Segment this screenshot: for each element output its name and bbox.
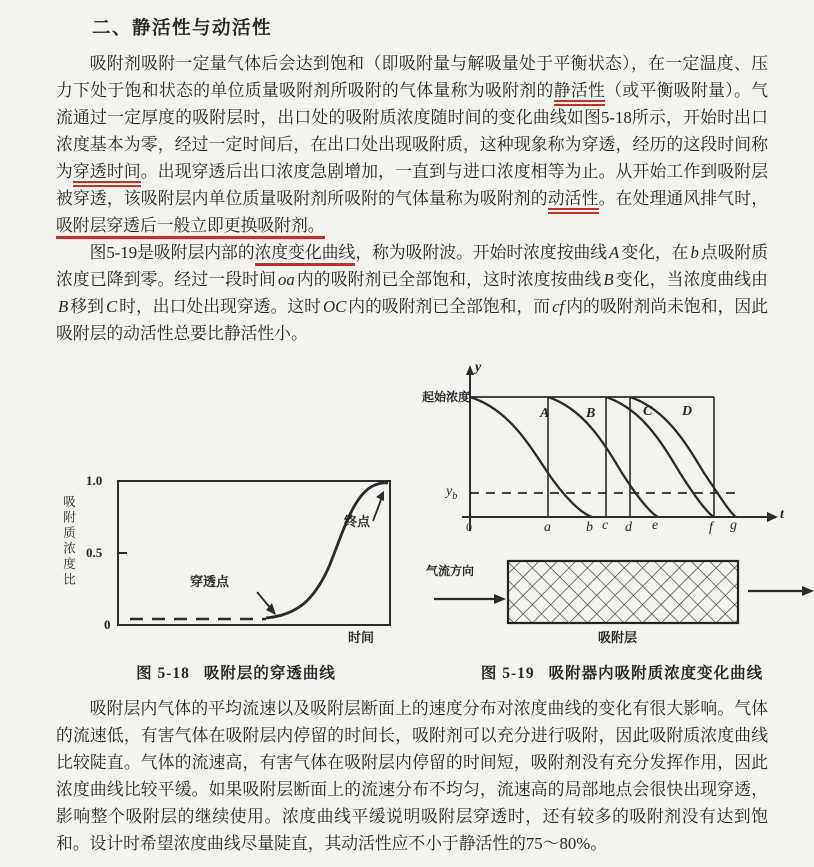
text-segment: 吸附层内气体的平均流速以及吸附层断面上的速度分布对浓度曲线的变化有很大影响。气体的流速低，有害气体在吸附层内停留的时间长，吸附剂可以充分进行吸附，因此吸附质浓度曲线比较陡直。气体的流速高，有害气体在吸附层内停留的时间短，吸附剂没有充分发挥作用，因此浓度曲线比较平缓。如果吸附层断面上的流速分布不均匀，流速高的局部地点会很快出现穿透，影响整个吸附层的继续使用。浓度曲线平缓说明吸附层穿透时，还有较多的吸附剂没有达到饱和。设计时希望浓度曲线尽量陡直，其动活性应不小于静活性的75～80%。 [56, 699, 768, 853]
text-segment: 图5-19是吸附层内部的 [89, 243, 255, 262]
ytick-0.5: 0.5 [86, 545, 103, 560]
xtick-0: 0 [466, 520, 472, 534]
yb-sub: b [452, 490, 458, 502]
text-segment: b [690, 243, 699, 262]
text-segment: ，称为吸附波。开始时浓度按曲线 [355, 243, 608, 262]
flow-direction-label: 气流方向 [426, 564, 475, 578]
text-segment: 吸附层穿透后一般立即更换吸附剂。 [56, 216, 325, 239]
breakthrough-curve [266, 483, 388, 618]
xtick-f: f [709, 520, 713, 535]
figure-number: 图 5-18 [136, 665, 190, 682]
xtick-e: e [652, 518, 659, 533]
adsorber-schematic [422, 549, 814, 655]
endpoint-label: 终点 [344, 514, 371, 529]
text-segment: 浓度变化曲线 [255, 243, 356, 266]
plot-frame [118, 481, 390, 625]
flow-in-arrowhead-icon [494, 594, 506, 604]
xtick-d: d [625, 520, 632, 535]
breakthrough-concentration-label [446, 485, 457, 502]
adsorption-wave-plot [422, 361, 814, 539]
y-axis-arrow-icon [466, 365, 474, 375]
text-segment: B [603, 270, 614, 289]
text-segment: oa [277, 270, 295, 289]
figure-5-19 [422, 361, 814, 683]
xtick-a: a [544, 520, 551, 535]
text-segment: 。在处理通风排气时， [598, 189, 768, 208]
figure-5-18-caption [136, 661, 336, 683]
figure-title: 吸附层的穿透曲线 [203, 665, 336, 682]
figures-row [60, 360, 784, 683]
figure-number: 图 5-19 [480, 665, 535, 682]
adsorption-bed-rect [508, 561, 738, 623]
text-segment: C [105, 297, 118, 316]
breakthrough-curve-canvas [60, 469, 412, 655]
x-axis-arrow-icon [767, 512, 778, 522]
text-segment: cf [552, 297, 565, 316]
curve-label-C: C [643, 404, 653, 419]
text-segment: A [609, 243, 620, 262]
breakthrough-point-label: 穿透点 [190, 574, 230, 589]
y-axis-label: y [475, 360, 482, 375]
initial-concentration-label: 起始浓度 [422, 390, 471, 404]
text-segment: 穿透时间 [73, 162, 141, 187]
breakthrough-curve-plot [60, 469, 412, 655]
text-segment: 内的吸附剂已全部饱和，这时浓度按曲线 [296, 270, 602, 289]
x-axis-label: t [780, 507, 784, 522]
paragraph-static-activity [56, 50, 768, 239]
xtick-c: c [602, 518, 609, 533]
text-segment: 内的吸附剂已全部饱和，而 [348, 297, 551, 316]
text-segment: 静活性 [554, 81, 605, 106]
x-axis-label: 时间 [348, 630, 375, 645]
yb-main: y [446, 484, 453, 499]
text-segment: 动活性 [548, 189, 599, 214]
text-segment: 吸附剂吸附一定量气体后会达到饱和（即吸附量与解吸量处于平衡状态），在一定温度、压力下处于饱和状态的单位质量吸附剂所吸附的气体量称为吸附剂的 [56, 54, 768, 100]
curve-label-A: A [540, 406, 550, 421]
figure-title: 吸附器内吸附质浓度变化曲线 [548, 665, 764, 682]
figure-5-18 [60, 469, 412, 683]
paragraph-concentration-wave [56, 239, 768, 347]
text-segment: 时，出口处出现穿透。这时 [119, 297, 321, 316]
curve-label-D: D [682, 404, 693, 419]
paragraph-flow-velocity [56, 695, 768, 857]
adsorption-wave-canvas [422, 361, 814, 539]
ytick-0: 0 [104, 617, 111, 632]
curve-label-B: B [586, 406, 596, 421]
text-segment: 。出现穿透后出口浓度急剧增加，一直到与进口浓度相等为止。从开始工作到吸附层被穿透，该吸附层内单位质量吸附剂所吸附的气体量称为吸附剂的 [56, 162, 768, 208]
flow-out-arrowhead-icon [802, 586, 814, 596]
text-segment: 内的吸附剂尚未饱和，因此吸附层的动活性总要比静活性小。 [56, 297, 768, 343]
text-segment: 变化，在 [621, 243, 689, 262]
section-heading: 二、静活性与动活性 [92, 19, 273, 39]
text-segment: B [58, 297, 69, 316]
figure-5-19-caption [481, 661, 763, 683]
ytick-1.0: 1.0 [86, 473, 103, 488]
xtick-g: g [730, 518, 737, 533]
y-axis-label: 吸附质浓度比 [61, 495, 76, 588]
xtick-b: b [586, 520, 593, 535]
curve-A [470, 397, 592, 517]
text-segment: 移到 [70, 297, 104, 316]
text-segment: 变化，当浓度曲线由 [615, 270, 768, 289]
adsorption-bed-label: 吸附层 [598, 630, 638, 645]
endpoint-arrow-line [373, 497, 382, 521]
endpoint-arrowhead-icon [376, 491, 384, 501]
curve-B [548, 397, 658, 517]
text-segment: OC [322, 297, 347, 316]
text-segment: 点吸附质浓度已降到零。经过一段时间 [56, 243, 768, 289]
text-segment: （或平衡吸附量）。气流通过一定厚度的吸附层时，出口处的吸附质浓度随时间的变化曲线如图5-18所示，开始时出口浓度基本为零，经过一定时间后，在出口处出现吸附质，这种现象称为穿透，经历的这段时间称为 [56, 81, 768, 181]
